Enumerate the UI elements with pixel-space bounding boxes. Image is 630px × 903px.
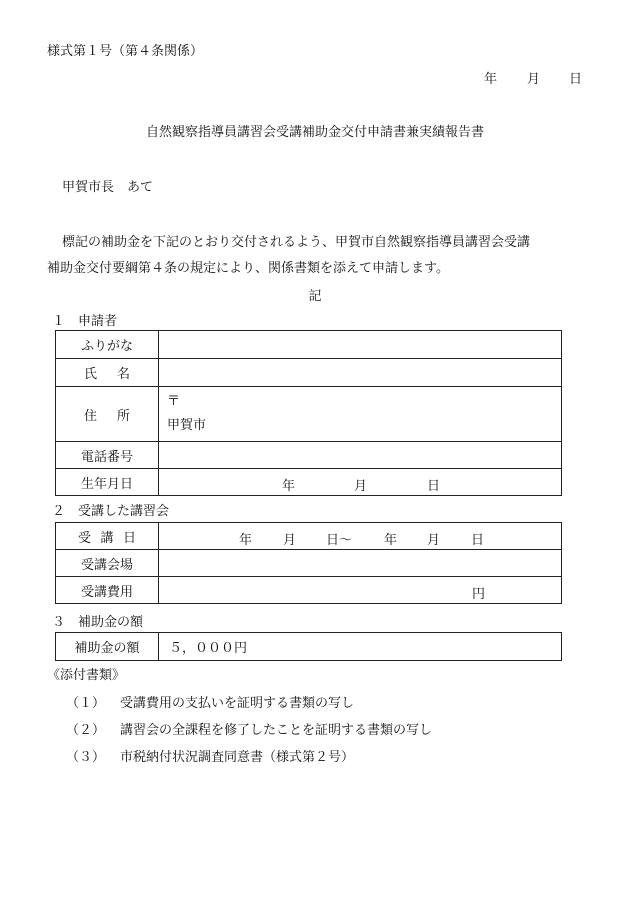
venue-label: 受講会場 — [56, 550, 159, 577]
attachments-heading: 《添付書類》 — [47, 668, 126, 683]
phone-row — [56, 442, 562, 469]
venue-field[interactable] — [159, 550, 562, 577]
body-line-1: 標記の補助金を下記のとおり交付されるよう、甲賀市自然観察指導員講習会受講 — [62, 235, 531, 250]
birth-month-label: 月 — [354, 479, 368, 494]
course-end-year: 年 — [384, 533, 398, 548]
body-line-2: 補助金交付要綱第４条の規定により、関係書類を添えて申請します。 — [47, 261, 449, 276]
attachment-text-2: 講習会の全課程を修了したことを証明する書類の写し — [120, 723, 433, 738]
fee-field[interactable] — [159, 577, 562, 604]
date-day-label: 日 — [569, 72, 583, 87]
fee-label: 受講費用 — [56, 577, 159, 604]
attachment-num-1: （１） — [66, 696, 106, 711]
birthdate-row — [56, 469, 562, 496]
subsidy-label: 補助金の額 — [56, 633, 159, 661]
course-date-row — [56, 523, 562, 550]
name-row — [56, 359, 562, 387]
address-row — [56, 387, 562, 442]
fee-unit: 円 — [472, 587, 486, 602]
furigana-row — [56, 331, 562, 359]
date-month-label: 月 — [527, 72, 541, 87]
course-start-month: 月 — [283, 533, 297, 548]
course-date-field[interactable] — [159, 523, 562, 550]
birthdate-field[interactable] — [159, 469, 562, 496]
section1-heading: １ 申請者 — [52, 314, 118, 329]
furigana-label: ふりがな — [56, 331, 159, 359]
phone-label: 電話番号 — [56, 442, 159, 469]
form-number: 様式第１号（第４条関係） — [47, 44, 204, 59]
subsidy-row — [56, 633, 562, 661]
fee-row — [56, 577, 562, 604]
course-end-day: 日 — [471, 533, 485, 548]
ki-mark: 記 — [308, 289, 322, 304]
birth-year-label: 年 — [282, 479, 296, 494]
attachment-num-3: （３） — [66, 750, 106, 765]
address-city: 甲賀市 — [167, 418, 207, 433]
date-year-label: 年 — [484, 72, 498, 87]
subsidy-amount: ５，０００円 — [159, 633, 562, 661]
applicant-table — [55, 330, 562, 496]
subsidy-table — [55, 632, 562, 661]
postal-mark: 〒 — [167, 394, 181, 409]
name-label: 氏 名 — [84, 367, 130, 382]
phone-field[interactable] — [159, 442, 562, 469]
course-end-month: 月 — [427, 533, 441, 548]
addressee: 甲賀市長 あて — [62, 180, 154, 195]
course-date-label: 受 講 日 — [78, 530, 136, 546]
birthdate-label: 生年月日 — [56, 469, 159, 496]
section3-heading: ３ 補助金の額 — [52, 615, 144, 630]
attachment-num-2: （２） — [66, 723, 106, 738]
attachment-text-3: 市税納付状況調査同意書（様式第２号） — [120, 750, 355, 765]
venue-row — [56, 550, 562, 577]
course-start-day: 日〜 — [326, 533, 353, 548]
address-field[interactable] — [159, 387, 562, 442]
section2-heading: ２ 受講した講習会 — [52, 504, 170, 519]
birth-day-label: 日 — [427, 479, 441, 494]
attachment-text-1: 受講費用の支払いを証明する書類の写し — [120, 696, 355, 711]
name-field[interactable] — [159, 359, 562, 387]
course-table — [55, 522, 562, 604]
furigana-field[interactable] — [159, 331, 562, 359]
course-start-year: 年 — [239, 533, 253, 548]
address-label: 住 所 — [84, 408, 130, 424]
document-title: 自然観察指導員講習会受講補助金交付申請書兼実績報告書 — [145, 125, 484, 140]
